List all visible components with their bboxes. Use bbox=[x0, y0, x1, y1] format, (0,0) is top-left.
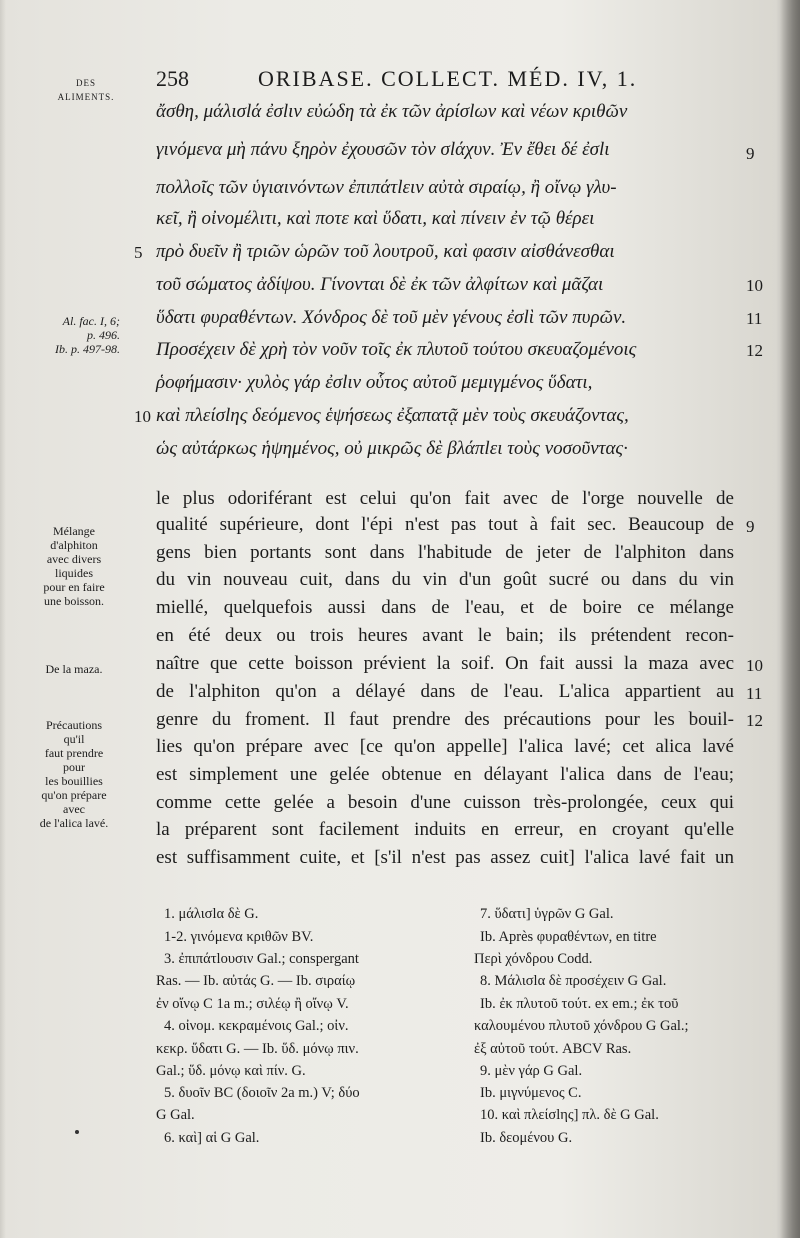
side-running-head bbox=[40, 76, 132, 104]
running-title: ORIBASE. COLLECT. MÉD. IV, 1. bbox=[258, 66, 638, 91]
footnote-line: Ib. Après φυραθέντων, en titre bbox=[480, 929, 657, 945]
greek-line: τοῦ σώματος ἀδίψου. Γίνονται δὲ ἐκ τῶν ἀλφίτων καὶ μᾶζαι bbox=[156, 274, 604, 295]
footnote-line: Ib. μιγνύμενος C. bbox=[480, 1085, 582, 1101]
line-number: 12 bbox=[746, 341, 763, 360]
line-number: 11 bbox=[746, 309, 763, 328]
margin-note-line: une boisson. bbox=[44, 594, 104, 608]
french-line: le plus odoriférant est celui qu'on fait avec de l'orge nouvelle de bbox=[156, 488, 734, 509]
greek-line: πρὸ δυεῖν ἢ τριῶν ὡρῶν τοῦ λουτροῦ, καὶ φασιν αἰσθάνεσθαι bbox=[156, 241, 615, 262]
margin-note-line: pour en faire bbox=[43, 580, 105, 594]
margin-note-line: liquides bbox=[55, 566, 93, 580]
footnote-line: κεκρ. ὕδατι G. — Ib. ὕδ. μόνῳ πιν. bbox=[156, 1041, 359, 1057]
margin-mark bbox=[75, 1130, 79, 1134]
footnote-line: 1. μάλισlα δὲ G. bbox=[164, 906, 259, 922]
margin-note-line: d'alphiton bbox=[50, 538, 98, 552]
french-line: lies qu'on prépare avec [ce qu'on appelle] l'alica lavé; cet alica lavé bbox=[156, 736, 734, 757]
footnote-line: Ras. — Ib. αὐτάς G. — Ib. σιραίῳ bbox=[156, 973, 356, 989]
line-number: 5 bbox=[134, 243, 143, 262]
footnote-line: 7. ὕδατι] ὑγρῶν G Gal. bbox=[480, 906, 614, 922]
page-binding-shadow bbox=[780, 0, 800, 1238]
line-number: 9 bbox=[746, 517, 755, 536]
footnote-line: 5. δυοῖν BC (δοιοῖν 2a m.) V; δύο bbox=[164, 1085, 360, 1101]
page-number: 258 bbox=[156, 66, 189, 91]
margin-note-line: les bouillies bbox=[45, 774, 103, 788]
footnote-line: G Gal. bbox=[156, 1107, 195, 1123]
french-line: est simplement une gelée obtenue en délayant l'alica dans de l'eau; bbox=[156, 764, 734, 785]
margin-reference bbox=[24, 314, 120, 356]
margin-reference-line: Al. fac. I, 6; bbox=[62, 314, 120, 328]
greek-line: καὶ πλείσlης δεόμενος ἑψήσεως ἐξαπατᾷ μὲν τοὺς σκευάζοντας, bbox=[156, 405, 629, 426]
page-left-edge bbox=[0, 0, 6, 1238]
footnote-line: καλουμένου πλυτοῦ χόνδρου G Gal.; bbox=[474, 1018, 689, 1034]
margin-note-line: avec divers bbox=[46, 552, 102, 566]
footnote-line: 10. καὶ πλείσlης] πλ. δὲ G Gal. bbox=[480, 1107, 659, 1123]
greek-line: κεῖ, ἢ οἰνομέλιτι, καὶ ποτε καὶ ὕδατι, καὶ πίνειν ἐν τῷ θέρει bbox=[156, 208, 595, 229]
margin-note-melange bbox=[20, 524, 128, 608]
line-number: 12 bbox=[746, 711, 763, 730]
greek-line: ἄσθη, μάλισlά ἐσlιν εὐώδη τὰ ἐκ τῶν ἀρίσlων καὶ νέων κριθῶν bbox=[156, 101, 628, 122]
french-line: naître que cette boisson prévient la soif. On fait aussi la maza avec bbox=[156, 653, 734, 674]
french-line: comme cette gelée a besoin d'une cuisson très-prolongée, ceux qui bbox=[156, 792, 734, 813]
french-line: en été deux ou trois heures avant le bain; ils prétendent recon- bbox=[156, 625, 734, 646]
footnote-line: 9. μὲν γάρ G Gal. bbox=[480, 1063, 583, 1079]
margin-note-line: avec bbox=[63, 802, 85, 816]
footnote-line: 3. ἐπιπάτlουσιν Gal.; conspergant bbox=[164, 951, 359, 967]
margin-note-line: Précautions bbox=[46, 718, 102, 732]
line-number: 10 bbox=[134, 407, 151, 426]
footnote-line: 1-2. γινόμενα κριθῶν BV. bbox=[164, 929, 314, 945]
greek-line: πολλοῖς τῶν ὑγιαινόντων ἐπιπάτlειν αὐτὰ σιραίῳ, ἢ οἴνῳ γλυ- bbox=[156, 177, 617, 198]
footnote-line: 6. καὶ] αἱ G Gal. bbox=[164, 1130, 260, 1146]
footnote-line: ἐξ αὐτοῦ τούτ. ABCV Ras. bbox=[474, 1041, 632, 1057]
greek-line: γινόμενα μὴ πάνυ ξηρὸν ἐχουσῶν τὸν σlάχυν. Ἐν ἔθει δέ ἐσlι bbox=[156, 139, 610, 160]
line-number: 10 bbox=[746, 276, 763, 295]
french-line: la préparent sont facilement induits en erreur, en croyant qu'elle bbox=[156, 819, 734, 840]
french-line: est suffisamment cuite, et [s'il n'est pas assez cuit] l'alica lavé fait un bbox=[156, 847, 734, 868]
french-line: qualité supérieure, dont l'épi n'est pas tout à fait sec. Beaucoup de bbox=[156, 514, 734, 535]
margin-reference-line: Ib. p. 497-98. bbox=[55, 342, 120, 356]
side-label-line: ALIMENTS. bbox=[57, 92, 115, 102]
margin-note-line: faut prendre bbox=[44, 746, 104, 760]
french-line: du vin nouveau cuit, dans du vin d'un goût sucré ou dans du vin bbox=[156, 569, 734, 590]
footnote-line: 8. Μάλισlα δὲ προσέχειν G Gal. bbox=[480, 973, 667, 989]
footnote-line: Gal.; ὕδ. μόνῳ καὶ πίν. G. bbox=[156, 1063, 306, 1079]
line-number: 11 bbox=[746, 684, 763, 703]
margin-note-line: pour bbox=[63, 760, 85, 774]
footnote-line: 4. οἰνομ. κεκραμένοις Gal.; οἰν. bbox=[164, 1018, 349, 1034]
margin-note-line: qu'il bbox=[63, 732, 85, 746]
side-label-line: DES bbox=[75, 78, 96, 88]
french-line: miellé, quelquefois aussi dans de l'eau, et de boire ce mélange bbox=[156, 597, 734, 618]
french-line: de l'alphiton qu'on a délayé dans de l'eau. L'alica appartient au bbox=[156, 681, 734, 702]
greek-line: Προσέχειν δὲ χρὴ τὸν νοῦν τοῖς ἐκ πλυτοῦ τούτου σκευαζομένοις bbox=[156, 339, 637, 360]
line-number: 10 bbox=[746, 656, 763, 675]
greek-line: ῥοφήμασιν· χυλὸς γάρ ἐσlιν οὗτος αὐτοῦ μεμιγμένος ὕδατι, bbox=[156, 372, 593, 393]
french-line: gens bien portants sont dans l'habitude de jeter de l'alphiton dans bbox=[156, 542, 734, 563]
greek-line: ὕδατι φυραθέντων. Χόνδρος δὲ τοῦ μὲν γένους ἐσlὶ τῶν πυρῶν. bbox=[156, 307, 627, 328]
footnote-line: ἐν οἴνῳ C 1a m.; σιλέῳ ἢ οἴνῳ V. bbox=[156, 996, 349, 1012]
margin-reference-line: p. 496. bbox=[87, 328, 120, 342]
margin-note-precautions bbox=[20, 718, 128, 830]
footnote-line: Περὶ χόνδρου Codd. bbox=[474, 951, 593, 967]
margin-note-line: qu'on prépare bbox=[41, 788, 107, 802]
margin-note-maza: De la maza. bbox=[45, 662, 103, 676]
margin-note-line: de l'alica lavé. bbox=[39, 816, 109, 830]
line-number: 9 bbox=[746, 144, 755, 163]
footnote-line: Ib. ἐκ πλυτοῦ τούτ. ex em.; ἐκ τοῦ bbox=[480, 996, 679, 1012]
greek-line: ὡς αὐτάρκως ἡψημένος, οὐ μικρῶς δὲ βλάπlει τοὺς νοσοῦντας· bbox=[156, 438, 628, 459]
footnote-line: Ib. δεομένου G. bbox=[480, 1130, 573, 1146]
french-line: genre du froment. Il faut prendre des précautions pour les bouil- bbox=[156, 709, 734, 730]
margin-note-line: Mélange bbox=[53, 524, 95, 538]
